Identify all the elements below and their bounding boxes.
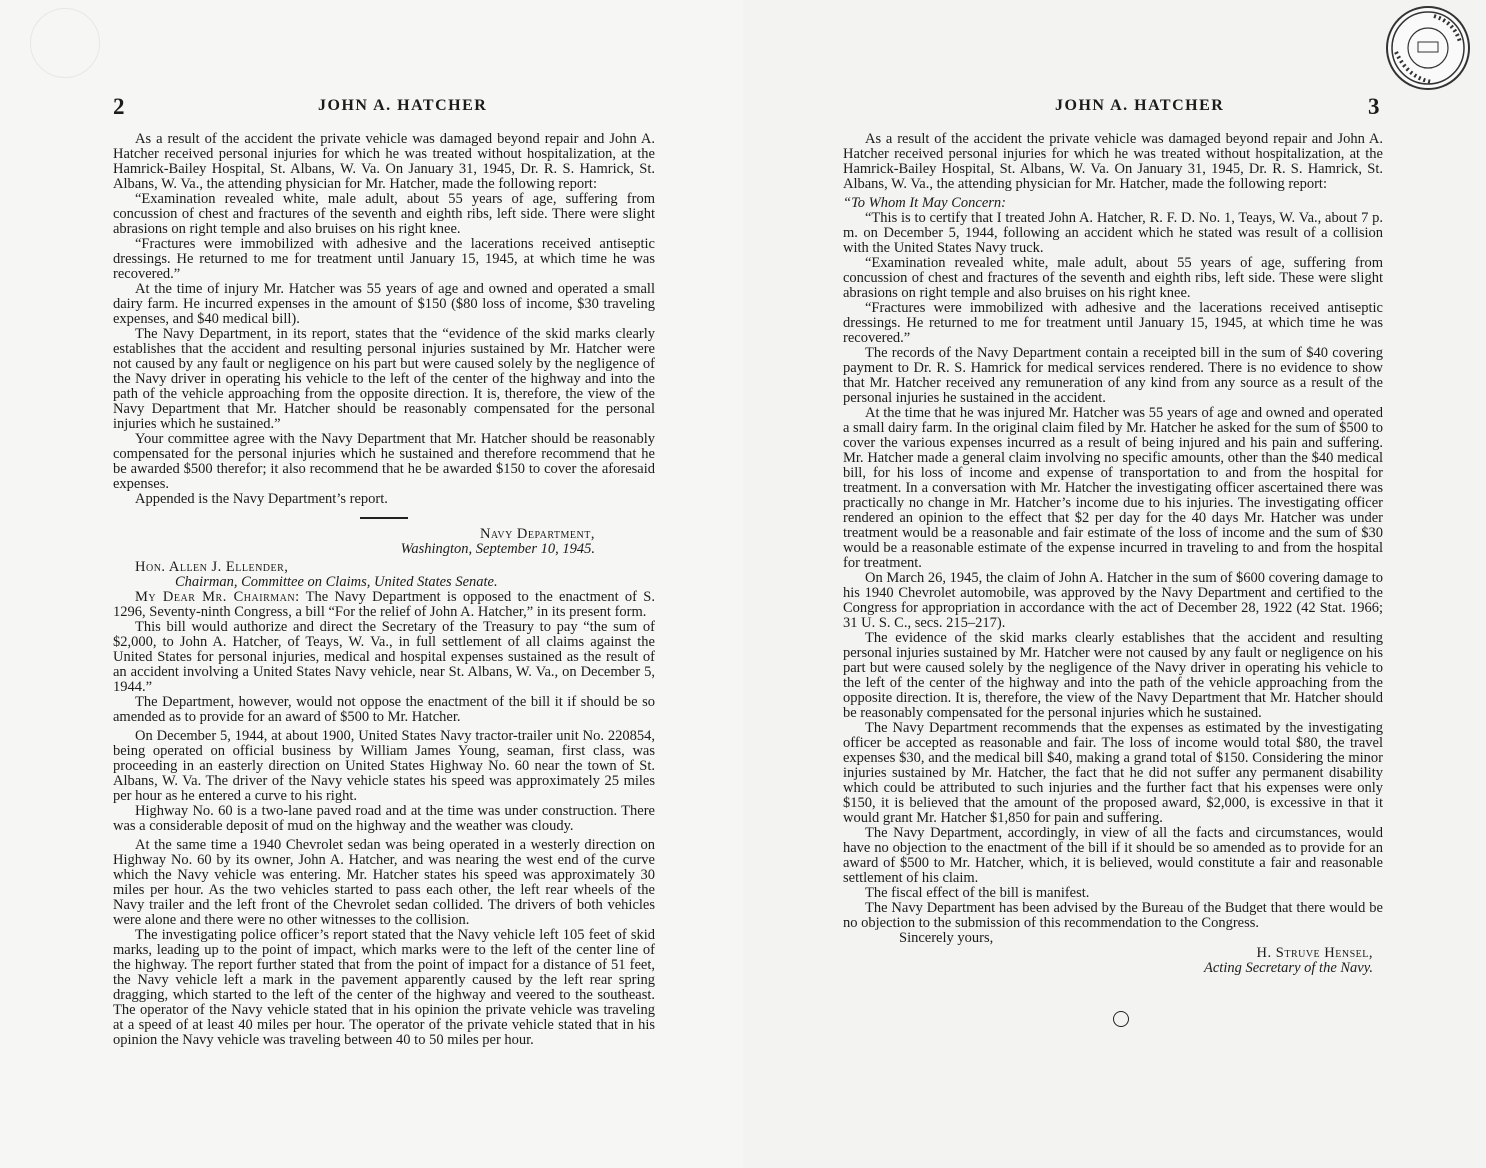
addressee-name: Hon. Allen J. Ellender, xyxy=(135,559,289,575)
quote-paragraph: “This is to certify that I treated John A. Hatcher, R. F. D. No. 1, Teays, W. Va., about 7 p. m. on December 5, 1944, following an accident which he stated was result of a collision with the United States Navy truck. xyxy=(843,210,1383,256)
paragraph: The fiscal effect of the bill is manifest. xyxy=(865,885,1090,901)
letter-paragraph: Highway No. 60 is a two-lane paved road and at the time was under construction. There was a considerable deposit of mud on the highway and the weather was cloudy. xyxy=(113,803,655,834)
letter-paragraph-text: The Navy Department is opposed to the enactment of S. 1296, Seventy-ninth Congress, a bill “For the relief of John A. Hatcher,” in its present form. xyxy=(113,589,655,620)
paragraph: The records of the Navy Department contain a receipted bill in the sum of $40 covering payment to Dr. R. S. Hamrick for medical services rendered. There is no evidence to show that Mr. Hatcher received any remuneration of any kind from any source as a result of the personal injuries he sustained in the accident. xyxy=(843,345,1383,406)
right-text-column xyxy=(843,132,1383,976)
signature-block xyxy=(843,946,1383,976)
paragraph: As a result of the accident the private vehicle was damaged beyond repair and John A. Hatcher received personal injuries for which he was treated without hospitalization, at the Hamrick-Bailey Hospital, St. Albans, W. Va. On January 31, 1945, Dr. R. S. Hamrick, St. Albans, W. Va., the attending physician for Mr. Hatcher, made the following report: xyxy=(113,131,655,192)
paragraph: The Navy Department, in its report, states that the “evidence of the skid marks clearly establishes that the accident and resulting personal injuries sustained by Mr. Hatcher were not caused by any fault or negligence on his part but were caused solely by the negligence of the Navy driver in operating his vehicle to the left of the center of the highway and into the path of the vehicle approaching from the opposite direction. It is, therefore, the view of the Navy Department that Mr. Hatcher should be reasonably compensated for the personal injuries which he sustained.” xyxy=(113,326,655,432)
running-head: JOHN A. HATCHER xyxy=(318,97,488,114)
dept-date: Washington, September 10, 1945. xyxy=(400,541,595,557)
letter-paragraph: At the same time a 1940 Chevrolet sedan was being operated in a westerly direction on Highway No. 60 by its owner, John A. Hatcher, and was nearing the west end of the curve which the Navy vehicle was entering. Mr. Hatcher states his speed was approximately 30 miles per hour. As the two vehicles started to pass each other, the left rear wheels of the Navy trailer and the left front of the Chevrolet sedan collided. The drivers of both vehicles were alone and there were no other witnesses to the collision. xyxy=(113,837,655,928)
divider-rule xyxy=(360,517,408,519)
faint-archive-stamp xyxy=(30,8,100,78)
signer-title: Acting Secretary of the Navy. xyxy=(1204,960,1373,976)
paragraph: At the time that he was injured Mr. Hatcher was 55 years of age and owned and operated a small dairy farm. In the original claim filed by Mr. Hatcher he asked for the sum of $500 to cover the various expenses incurred as a result of being injured and his pain and suffering. Mr. Hatcher made a general claim involving no specific amounts, other than the $40 medical bill, for his loss of income and expense of transportation to and from the hospital for treatment. In a conversation with Mr. Hatcher the investigating officer ascertained there was practically no change in Mr. Hatcher’s income due to his injuries. The investigating officer rendered an opinion to the effect that $2 per day for the 40 days Mr. Hatcher was under treatment would be a reasonable and fair estimate of the loss of income and the sum of $30 would be a reasonable estimate of the expense incurred in traveling to and from the hospital for treatment. xyxy=(843,405,1383,571)
to-whom-heading: “To Whom It May Concern: xyxy=(843,195,1006,211)
letter-paragraph: On December 5, 1944, at about 1900, United States Navy tractor-trailer unit No. 220854, being operated on official business by William James Young, seaman, first class, was proceeding in an easterly direction on United States Highway No. 60 near the town of St. Albans, W. Va. The driver of the Navy vehicle states his speed was approximately 25 miles per hour as he entered a curve to his right. xyxy=(113,728,655,804)
quote-paragraph: “Examination revealed white, male adult, about 55 years of age, suffering from concussion of chest and fractures of the seventh and eighth ribs, left side. These were slight abrasions on right temple and also bruises on his right knee. xyxy=(843,255,1383,301)
salutation: My Dear Mr. Chairman: xyxy=(135,589,300,605)
left-text-column xyxy=(113,132,655,1048)
addressee-title: Chairman, Committee on Claims, United States Senate. xyxy=(175,574,498,590)
quote-paragraph: “Examination revealed white, male adult, about 55 years of age, suffering from concussion of chest and fractures of the seventh and eighth ribs, left side. There were slight abrasions on right temple and also bruises on his right knee. xyxy=(113,191,655,237)
paragraph: Your committee agree with the Navy Department that Mr. Hatcher should be reasonably compensated for the personal injuries which he sustained and therefore recommend that he be awarded $500 therefor; it also recommend that he be awarded $150 to cover the aforesaid expenses. xyxy=(113,431,655,492)
quote-paragraph: “Fractures were immobilized with adhesive and the lacerations received antiseptic dressings. He returned to me for treatment until January 15, 1945, at which time he was recovered.” xyxy=(113,236,655,282)
letterhead xyxy=(113,527,655,557)
page-number: 2 xyxy=(113,94,125,119)
paragraph: At the time of injury Mr. Hatcher was 55 years of age and owned and operated a small dairy farm. He incurred expenses in the amount of $150 ($80 loss of income, $30 traveling expenses, and $40 medical bill). xyxy=(113,281,655,327)
paragraph: The Navy Department has been advised by the Bureau of the Budget that there would be no objection to the submission of this recommendation to the Congress. xyxy=(843,900,1383,931)
quote-paragraph: “Fractures were immobilized with adhesive and the lacerations received antiseptic dressings. He returned to me for treatment until January 15, 1945, at which time he was recovered.” xyxy=(843,300,1383,346)
circle-mark xyxy=(1113,1011,1129,1027)
paragraph: The Navy Department recommends that the expenses as estimated by the investigating officer be accepted as reasonable and fair. The loss of income would total $80, the travel expenses $30, and the medical bill $40, making a grand total of $150. Considering the minor injuries sustained by Mr. Hatcher, the fact that he did not suffer any permanent disability which could be attributed to such injuries and the further fact that his expenses were only $150, it is believed that the amount of the proposed award, $2,000, is excessive in that it would grant Mr. Hatcher $1,850 for pain and suffering. xyxy=(843,720,1383,826)
paragraph: On March 26, 1945, the claim of John A. Hatcher in the sum of $600 covering damage to his 1940 Chevrolet automobile, was approved by the Navy Department and certified to the Congress for appropriation in accordance with the act of December 28, 1922 (42 Stat. 1966; 31 U. S. C., secs. 215–217). xyxy=(843,570,1383,631)
paragraph: As a result of the accident the private vehicle was damaged beyond repair and John A. Hatcher received personal injuries for which he was treated without hospitalization, at the Hamrick-Bailey Hospital, St. Albans, W. Va. On January 31, 1945, Dr. R. S. Hamrick, St. Albans, W. Va., the attending physician for Mr. Hatcher, made the following report: xyxy=(843,131,1383,192)
letter-paragraph: The investigating police officer’s report stated that the Navy vehicle left 105 feet of skid marks, leading up to the point of impact, which marks were to the left of the center line of the highway. The report further stated that from the point of impact for a distance of 51 feet, the Navy vehicle left a mark in the pavement apparently caused by the left rear spring dragging, which started to the left of the center of the highway and veered to the southeast. The operator of the Navy vehicle stated that in his opinion the private vehicle was traveling at a speed of at least 40 miles per hour. The operator of the private vehicle stated that in his opinion the Navy vehicle was traveling between 40 to 50 miles per hour. xyxy=(113,927,655,1048)
page-number: 3 xyxy=(1368,94,1380,119)
paragraph: The evidence of the skid marks clearly establishes that the accident and resulting personal injuries sustained by Mr. Hatcher were not caused by any fault or negligence on his part but were caused solely by the negligence of the Navy driver in operating his vehicle to the left of the center of the highway and into the path of the vehicle approaching from the opposite direction. It is, therefore, the view of the Navy Department that Mr. Hatcher should be reasonably compensated for the personal injuries which he sustained. xyxy=(843,630,1383,721)
archive-stamp-seal xyxy=(1388,8,1468,88)
letter-paragraph: This bill would authorize and direct the Secretary of the Treasury to pay “the sum of $2,000, to John A. Hatcher, of Teays, W. Va., in full settlement of all claims against the United States for personal injuries, medical and hospital expenses sustained as the result of an accident involving a United States Navy vehicle, near St. Albans, W. Va., on December 5, 1944.” xyxy=(113,619,655,695)
dept-name: Navy Department, xyxy=(479,526,595,542)
letter-paragraph: The Department, however, would not oppose the enactment of the bill it if should be so amended as to provide for an award of $500 to Mr. Hatcher. xyxy=(113,694,655,725)
paragraph: Appended is the Navy Department’s report. xyxy=(135,491,388,507)
running-head: JOHN A. HATCHER xyxy=(1055,97,1225,114)
paragraph: The Navy Department, accordingly, in view of all the facts and circumstances, would have no objection to the enactment of the bill if it should be so amended as to provide for an award of $500 to Mr. Hatcher, which, it is believed, would constitute a fair and reasonable settlement of his claim. xyxy=(843,825,1383,886)
signer-name: H. Struve Hensel, xyxy=(1256,945,1373,961)
right-page xyxy=(743,0,1486,1168)
archive-stamp xyxy=(1386,6,1470,90)
letter-paragraph xyxy=(113,590,655,620)
closing: Sincerely yours, xyxy=(899,930,994,946)
